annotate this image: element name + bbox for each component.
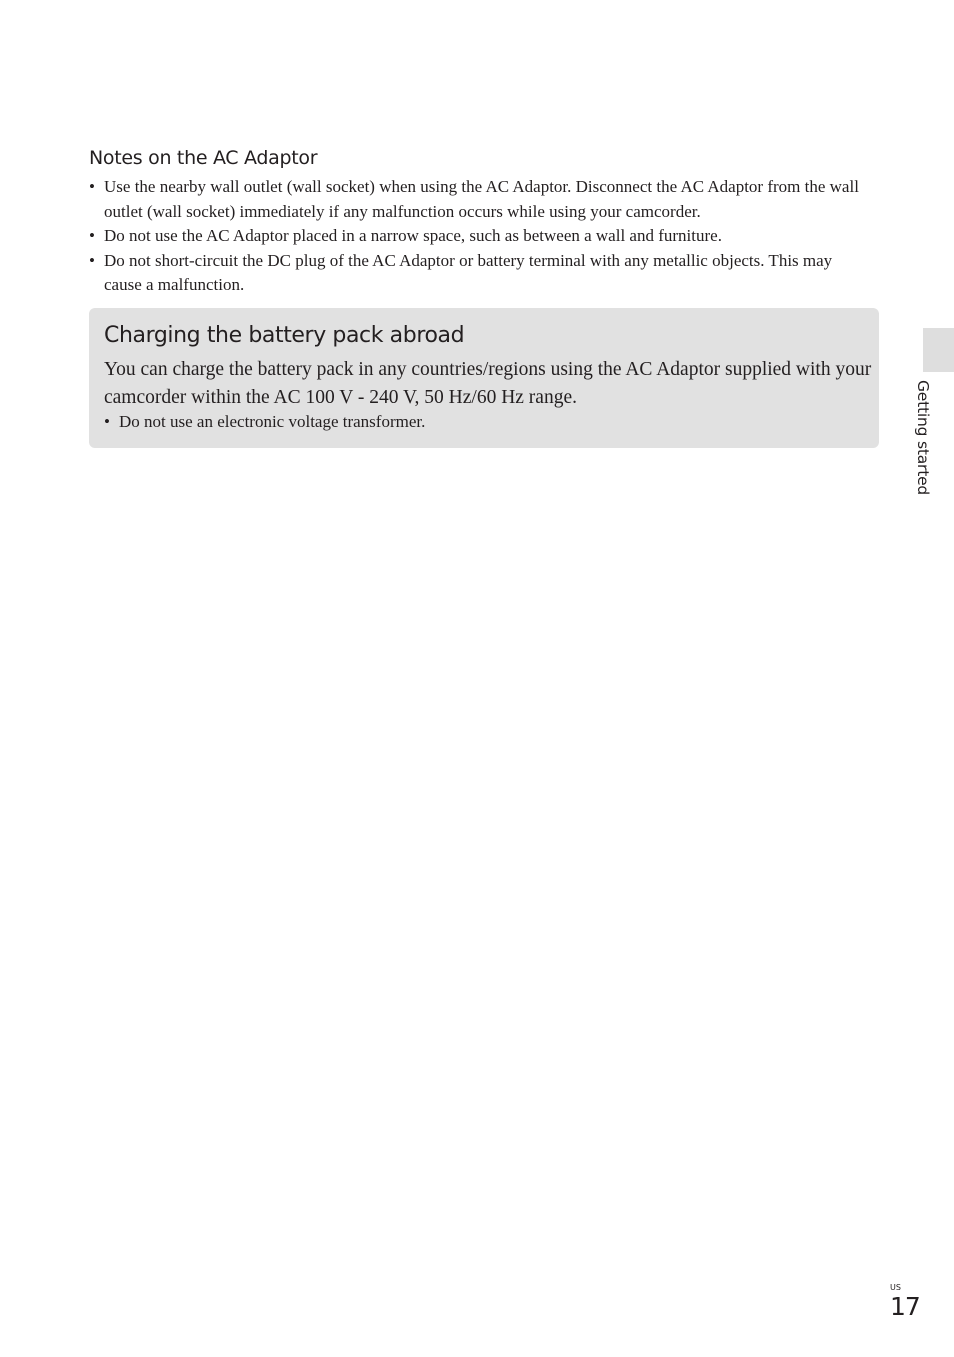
section-tab-label: Getting started xyxy=(914,380,932,496)
list-item xyxy=(89,249,869,298)
list-item-text: Do not use the AC Adaptor placed in a narrow space, such as between a wall and furniture. xyxy=(104,226,722,245)
bullet-icon: • xyxy=(89,177,95,196)
bullet-icon: • xyxy=(89,250,95,270)
charging-abroad-list xyxy=(104,410,864,434)
page-region-code: US xyxy=(890,1283,901,1292)
bullet-icon: • xyxy=(104,412,110,431)
page-number: 17 xyxy=(890,1292,920,1321)
notes-heading: Notes on the AC Adaptor xyxy=(89,147,318,169)
notes-list xyxy=(89,175,869,298)
list-item-text: Use the nearby wall outlet (wall socket) when using the AC Adaptor. Disconnect the AC Adaptor from the wall outlet (wall socket) immediately if any malfunction occurs while using your camcorder. xyxy=(104,177,859,221)
charging-abroad-box xyxy=(89,308,879,448)
list-item xyxy=(104,410,864,434)
list-item xyxy=(89,224,869,249)
charging-abroad-heading: Charging the battery pack abroad xyxy=(104,323,465,348)
list-item xyxy=(89,175,869,224)
section-tab-marker xyxy=(923,328,954,372)
charging-abroad-body: You can charge the battery pack in any countries/regions using the AC Adaptor supplied with your camcorder within the AC 100 V - 240 V, 50 Hz/60 Hz range. xyxy=(104,359,872,408)
list-item-text: Do not short-circuit the DC plug of the AC Adaptor or battery terminal with any metallic objects. This may cause a malfunction. xyxy=(104,250,833,294)
list-item-text: Do not use an electronic voltage transformer. xyxy=(119,412,426,431)
bullet-icon: • xyxy=(89,226,95,245)
